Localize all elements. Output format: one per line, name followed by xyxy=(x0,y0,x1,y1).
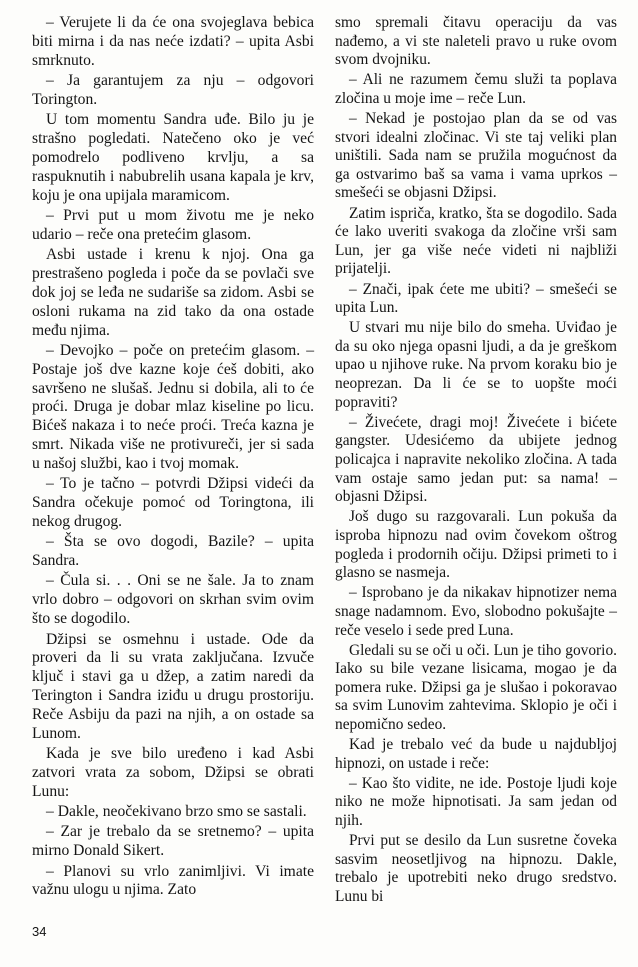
paragraph: – Živećete, dragi moj! Živećete i bićete gangster. Udesićemo da ubijete jednog policajca i napravite nekoliko zločina. A tada vam ostaje samo jedan put: sa nama! – objasni Džipsi. xyxy=(335,413,617,506)
paragraph: Prvi put se desilo da Lun susretne čoveka sasvim neosetljivog na hipnozu. Dakle, trebalo je upotrebiti neko drugo sredstvo. Lunu bi xyxy=(335,832,617,906)
paragraph: – Čula si. . . Oni se ne šale. Ja to znam vrlo dobro – odgovori on skrhan svim ovim što se dogodilo. xyxy=(32,572,314,628)
paragraph: – Zar je trebalo da se sretnemo? – upita mirno Donald Sikert. xyxy=(32,823,314,860)
paragraph: U tom momentu Sandra uđe. Bilo ju je strašno pogledati. Natečeno oko je već pomodrelo podliveno krvlju, a sa raspuknutih i nabubrelih usana kapala je krv, koju je ona upijala maramicom. xyxy=(32,111,314,204)
paragraph: – Kao što vidite, ne ide. Postoje ljudi koje niko ne može hipnotisati. Ja sam jedan od njih. xyxy=(335,774,617,830)
paragraph: – Prvi put u mom životu me je neko udario – reče ona pretećim glasom. xyxy=(32,206,314,243)
paragraph: – Verujete li da će ona svojeglava bebica biti mirna i da nas neće izdati? – upita Asbi smrknuto. xyxy=(32,14,314,69)
paragraph: U stvari mu nije bilo do smeha. Uviđao je da su oko njega opasni ljudi, a da je greškom upao u njihove ruke. Na prvom koraku bio je neoprezan. Da li će se to uopšte moći popraviti? xyxy=(335,319,617,411)
paragraph: Gledali su se oči u oči. Lun je tiho govorio. Iako su bile vezane lisicama, mogao je da pomera ruke. Džipsi ga je slušao i pokoravao sa svim Lunovim zahtevima. Sklopio je oči i nepomično sedeo. xyxy=(335,641,617,734)
paragraph: smo spremali čitavu operaciju da vas nađemo, a vi ste naleteli pravo u ruke ovom svom dvojniku. xyxy=(335,14,617,69)
page-number: 34 xyxy=(32,924,47,939)
paragraph: Još dugo su razgovarali. Lun pokuša da isproba hipnozu nad ovim čovekom oštrog pogleda i prodornih očiju. Džipsi primeti to i glasno se nasmeja. xyxy=(335,508,617,582)
paragraph: – Isprobano je da nikakav hipnotizer nema snage nadamnom. Evo, slobodno pokušajte – reče veselo i sede pred Luna. xyxy=(335,584,617,639)
paragraph: – Devojko – poče on pretećim glasom. – Postaje još dve kazne koje ćeš dobiti, ako savršeno ne slušaš. Jednu si dobila, ali to će proći. Druga je dobar mlaz kiseline po licu. Bićeš nakaza i to neće proći. Treća kazna je smrt. Nikada više ne protivureči, jer si sada u našoj službi, kao i tvoj momak. xyxy=(32,341,314,472)
paragraph: – Šta se ovo dogodi, Bazile? – upita Sandra. xyxy=(32,533,314,570)
paragraph: Kada je sve bilo uređeno i kad Asbi zatvori vrata za sobom, Džipsi se obrati Lunu: xyxy=(32,745,314,800)
paragraph: – Planovi su vrlo zanimljivi. Vi imate važnu ulogu u njima. Zato xyxy=(32,862,314,899)
paragraph: – To je tačno – potvrdi Džipsi videći da Sandra očekuje pomoć od Toringtona, ili nekog drugog. xyxy=(32,475,314,530)
paragraph: – Ali ne razumem čemu služi ta poplava zločina u moje ime – reče Lun. xyxy=(335,71,617,107)
paragraph: – Nekad je postojao plan da se od vas stvori idealni zločinac. Vi ste taj veliki plan uništili. Sada nam se pružila mogućnost da ga ostvarimo baš sa vama i vama uprkos – smešeći se objasni Džipsi. xyxy=(335,110,617,202)
paragraph: – Dakle, neočekivano brzo smo se sastali. xyxy=(46,803,307,821)
left-text-column xyxy=(32,14,314,902)
paragraph: Zatim ispriča, kratko, šta se dogodilo. Sada će lako uveriti svakoga da zločine vrši sam Lun, jer ga više neće videti ni najbliži prijatelji. xyxy=(335,204,617,278)
right-text-column xyxy=(335,14,617,908)
paragraph: Kad je trebalo već da bude u najdubljoj hipnozi, on ustade i reče: xyxy=(335,736,617,772)
paragraph: – Ja garantujem za nju – odgovori Torington. xyxy=(32,72,314,108)
paragraph: Asbi ustade i krenu k njoj. Ona ga prestrašeno pogleda i poče da se povlači sve dok joj se leđa ne sudariše sa zidom. Asbi se osloni rukama na zid tako da ona ostade među njima. xyxy=(32,246,314,339)
paragraph: – Znači, ipak ćete me ubiti? – smešeći se upita Lun. xyxy=(335,280,617,317)
paragraph: Džipsi se osmehnu i ustade. Ode da proveri da li su vrata zaključana. Izvuče ključ i stavi ga u džep, a zatim naredi da Terington i Sandra iziđu u drugu prostoriju. Reče Asbiju da pazi na njih, a on ostade sa Lunom. xyxy=(32,630,314,742)
